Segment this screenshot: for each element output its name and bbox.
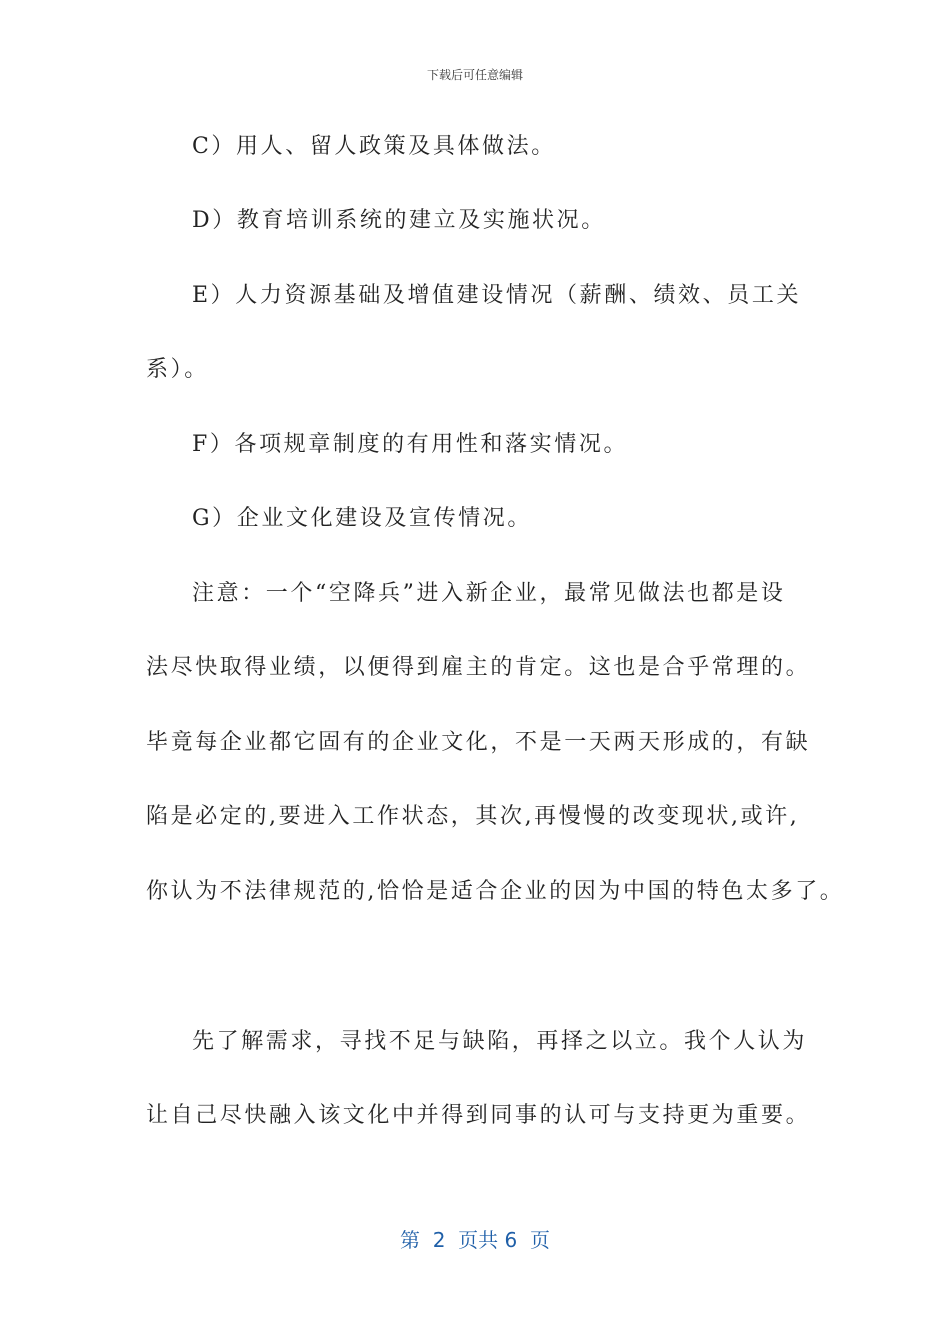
text-line: C）用人、留人政策及具体做法。 bbox=[192, 134, 556, 159]
text-line: 注意：一个“空降兵”进入新企业，最常见做法也都是设 bbox=[192, 581, 786, 606]
text-line: 陷是必定的,要进入工作状态，其次,再慢慢的改变现状,或许, bbox=[146, 804, 800, 829]
page-header-note: 下载后可任意编辑 bbox=[426, 68, 523, 82]
text-line: D）教育培训系统的建立及实施状况。 bbox=[192, 208, 606, 233]
text-line: 毕竟每企业都它固有的企业文化，不是一天两天形成的，有缺 bbox=[146, 730, 811, 755]
text-line: 让自己尽快融入该文化中并得到同事的认可与支持更为重要。 bbox=[146, 1103, 811, 1128]
page-number: 第 2 页共 6 页 bbox=[400, 1228, 550, 1252]
text-line: 你认为不法律规范的,恰恰是适合企业的因为中国的特色太多了。 bbox=[146, 879, 845, 904]
text-line: G）企业文化建设及宣传情况。 bbox=[192, 506, 532, 531]
text-line: 法尽快取得业绩，以便得到雇主的肯定。这也是合乎常理的。 bbox=[146, 655, 811, 680]
text-line: 先了解需求，寻找不足与缺陷，再择之以立。我个人认为 bbox=[192, 1029, 808, 1054]
text-line: 系）。 bbox=[146, 357, 209, 382]
text-line: E）人力资源基础及增值建设情况（薪酬、绩效、员工关 bbox=[192, 283, 802, 308]
text-line: F）各项规章制度的有用性和落实情况。 bbox=[192, 432, 629, 457]
